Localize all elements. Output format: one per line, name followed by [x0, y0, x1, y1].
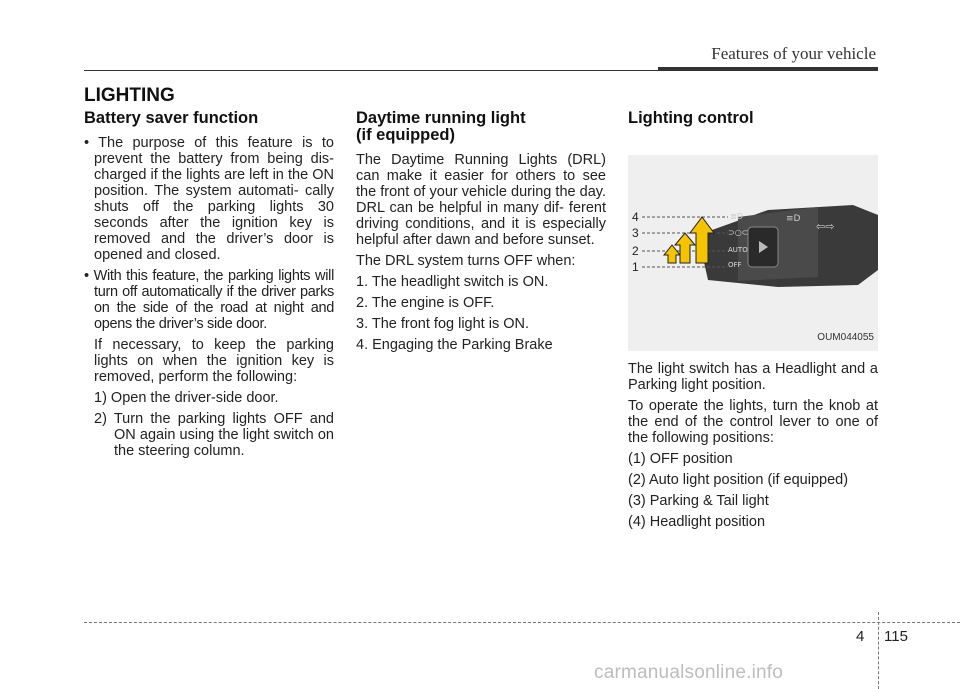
- drl-off-when: The DRL system turns OFF when:: [356, 253, 576, 269]
- battery-saver-bullet-1: • The purpose of this feature is to prevent the battery from being dis- charged if the lights are left in the ON position. The system automati- cally shuts off the parking lights 30 seconds after the ignition key is removed and the driver’s door is opened and closed.: [84, 135, 334, 263]
- parking-light-icon: ⊃○⊂: [728, 228, 749, 237]
- lighting-control-para-1: The light switch has a Headlight and a Parking light position.: [628, 361, 878, 393]
- drl-heading-line-1: Daytime running light: [356, 109, 526, 127]
- arrow-to-position-2-icon: [664, 245, 680, 263]
- light-switch-illustration: [628, 155, 878, 351]
- fog-light-icon: ≡D: [786, 214, 801, 224]
- drl-column: [356, 110, 606, 358]
- arrow-to-position-3-icon: [675, 233, 695, 263]
- position-item-1: (1) OFF position: [628, 451, 733, 467]
- light-switch-drawing: [628, 155, 878, 351]
- drl-item-4: 4. Engaging the Parking Brake: [356, 337, 553, 353]
- section-title: LIGHTING: [84, 85, 175, 106]
- knob-label-off: OFF: [728, 261, 742, 269]
- drl-heading-line-2: (if equipped): [356, 126, 455, 144]
- position-label-2: 2: [632, 244, 639, 258]
- position-item-4: (4) Headlight position: [628, 514, 766, 530]
- drl-item-1: 1. The headlight switch is ON.: [356, 274, 549, 290]
- figure-code: OUM044055: [817, 332, 874, 343]
- lighting-control-para-2: To operate the lights, turn the knob at the end of the control lever to one of the following positions:: [628, 398, 878, 446]
- position-label-1: 1: [632, 260, 639, 274]
- position-label-4: 4: [632, 210, 639, 224]
- watermark: carmanualsonline.info: [594, 662, 784, 683]
- battery-saver-step-2: 2) Turn the parking lights OFF and ON again using the light switch on the steering column.: [94, 411, 334, 459]
- drl-heading: [356, 110, 606, 144]
- position-item-2: (2) Auto light position (if equipped): [628, 472, 849, 488]
- battery-saver-column: [84, 110, 334, 464]
- headlight-icon: ≣D: [730, 212, 743, 221]
- battery-saver-step-1: 1) Open the driver-side door.: [94, 390, 279, 406]
- turn-signal-icon: ⇦⇨: [816, 220, 835, 233]
- battery-saver-heading: Battery saver function: [84, 109, 259, 127]
- knob-label-auto: AUTO: [728, 246, 748, 254]
- header-rule-accent: [658, 67, 878, 71]
- chapter-number: 4: [856, 628, 865, 645]
- footer-divider: [878, 612, 879, 689]
- footer-rule: [84, 622, 960, 623]
- drl-item-3: 3. The front fog light is ON.: [356, 316, 530, 332]
- lighting-control-column: [628, 110, 878, 535]
- position-label-3: 3: [632, 226, 639, 240]
- drl-item-2: 2. The engine is OFF.: [356, 295, 495, 311]
- lighting-control-heading: Lighting control: [628, 109, 754, 127]
- battery-saver-bullet-2: • With this feature, the parking lights will turn off automatically if the driver parks on the side of the road at night and opens the driver’s side door.: [84, 268, 334, 332]
- drl-intro: The Daytime Running Lights (DRL) can make it easier for others to see the front of your vehicle during the day. DRL can be helpful in many dif- ferent driving conditions, and it is especially helpful after dawn and before sunset.: [356, 152, 606, 248]
- battery-saver-followup: If necessary, to keep the parking lights on when the ignition key is removed, perform the following:: [94, 337, 334, 385]
- running-header: Features of your vehicle: [711, 44, 876, 63]
- position-item-3: (3) Parking & Tail light: [628, 493, 769, 509]
- page-number: 115: [884, 628, 908, 645]
